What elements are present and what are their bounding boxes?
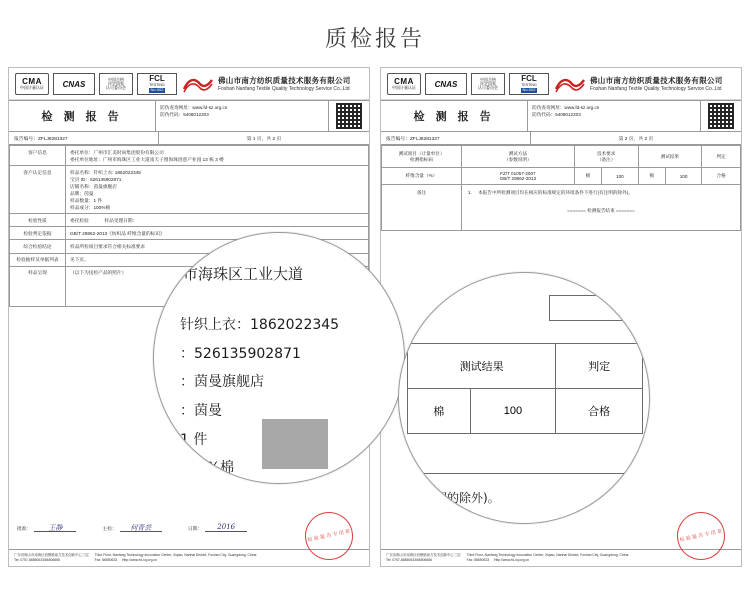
signature-label: 主检： — [102, 527, 117, 532]
field-key: 样品受理日期： — [104, 217, 138, 223]
col-header-verdict: 判定 — [702, 146, 741, 168]
antifake-url-label: 防伪查询网址： — [532, 105, 565, 110]
magnified-results-table — [407, 343, 643, 434]
row-content — [66, 214, 369, 227]
fcl-logo-icon: FCL TESTING No.002 — [509, 73, 549, 95]
field-key: 店铺名称 — [70, 183, 89, 189]
row-label: 检验抽样及单据列表 — [10, 253, 66, 266]
row-label: 检验判定依据 — [10, 227, 66, 240]
nanfang-wave-icon — [555, 74, 585, 94]
field-key: 委托单位地址 — [70, 156, 99, 162]
field-value: ：茵曼 — [79, 190, 94, 196]
magnified-address-line: 州市海珠区工业大道 — [168, 265, 304, 283]
antifake-url: www.fd-sz.org.cn — [192, 105, 228, 110]
cma-logo-icon: CMA 中国计量认证 — [15, 73, 49, 95]
field-key: 委托检验 — [70, 217, 89, 223]
antifake-url: www.fd-sz.org.cn — [564, 105, 600, 110]
table-row — [10, 214, 369, 227]
footer-web: Http://www.fd-xq.org.cn — [121, 557, 157, 562]
report-no-label: 报告编号： — [14, 136, 38, 142]
footer-fax: Fax: 86850633 — [466, 557, 490, 562]
table-row — [10, 166, 369, 214]
field-key: 委托单位 — [70, 149, 89, 155]
magnifier-customer-info — [153, 232, 405, 484]
report-no-right — [381, 132, 531, 144]
cell-item: 纤维含量（%） — [382, 168, 462, 185]
field-key: 样品名称 — [70, 169, 89, 175]
fcl-logo-icon: FCL TESTING No.002 — [137, 73, 177, 95]
report-no-row-left — [9, 132, 369, 145]
footer-tel: Tel: 0757-86850633/86806656 — [386, 557, 433, 562]
report-header-right — [381, 68, 741, 100]
signature-value: 2016 — [205, 523, 247, 532]
cell-req-value: 100 — [602, 168, 638, 185]
accreditation-marks — [15, 73, 177, 95]
magnified-line-shop: ：茵曼旗舰店 — [180, 374, 264, 391]
field-key: 品牌 — [70, 190, 80, 196]
magnified-line-composition: 100%棉 — [180, 460, 235, 477]
signature-approve — [17, 523, 76, 532]
field-key: 样品数量 — [70, 197, 89, 203]
report-end-mark: ======= 检测报告结束 ======= — [567, 208, 635, 213]
table-header-row — [382, 146, 741, 168]
cell-res-value: 100 — [665, 168, 701, 185]
magnified-top-cell — [549, 295, 649, 321]
col-header-result: 测试结果 — [638, 146, 702, 168]
stamp-text: 检 验 报 告 专 用 章 — [307, 528, 351, 544]
report-no-value: ZFLJ8281327 — [410, 136, 440, 142]
footer-address — [14, 553, 89, 563]
field-key: 宝贝 ID — [70, 176, 86, 182]
row-label: 检验性质 — [10, 214, 66, 227]
report-title-row-left — [9, 100, 369, 132]
report-header-left — [9, 68, 369, 100]
footer-tel: Tel: 0757-86850633/86806656 — [14, 557, 61, 562]
field-value: ：广州市汇美时尚集团股份有限公司 — [88, 149, 164, 155]
signature-label: 批准： — [17, 527, 32, 532]
row-content: GB/T 29862-2013《纺织品 纤维含量的标识》 — [66, 227, 369, 240]
remark-body: 本报告中所检测项目均在相应的标准规定的环境条件下进行(有注明的除外)。 — [478, 190, 633, 195]
antifake-url-label: 防伪查询网址： — [160, 105, 193, 110]
table-header-row — [408, 344, 643, 389]
antifake-meta-left — [156, 101, 329, 131]
company-name-block-right — [590, 75, 735, 94]
footer-address-en: Third Floor, Nanfang Technology Innovation Center, Xiqiao, Nanhai District, Foshan City, Guangdong, China — [94, 552, 257, 557]
footer-address-cn: 广东省佛山市南海区西樵镇南方技术创新中心三层 — [14, 552, 89, 557]
footer-address-en-block — [95, 553, 257, 563]
row-label: 样品呈现 — [10, 266, 66, 306]
footer-fax: Fax: 86850633 — [94, 557, 118, 562]
page-title: 质检报告 — [324, 27, 425, 52]
field-value: ：茵曼旗舰店 — [88, 183, 117, 189]
magnified-cell-value: 100 — [470, 389, 556, 434]
row-content: 样品所检项目要求符合相关标准要求 — [66, 240, 369, 253]
magnified-fields — [180, 311, 339, 483]
table-row-remark — [382, 185, 741, 231]
accreditation-marks-right — [387, 73, 549, 95]
footer-address — [386, 553, 461, 563]
magnified-remark-text: 有注明的除外)。 — [411, 491, 500, 505]
antifake-code-label: 防伪代码： — [160, 112, 184, 118]
qr-code-left — [329, 101, 369, 131]
cell-req-label: 棉 — [574, 168, 601, 185]
nanfang-wave-icon — [183, 74, 213, 94]
cnas-logo-icon: CNAS — [53, 73, 95, 95]
magnified-cell-verdict: 合格 — [556, 389, 643, 434]
cell-verdict: 合格 — [702, 168, 741, 185]
field-value: ：广州市海珠区工业大道南天子围海珠创意产业园 13 栋 3 楼 — [98, 156, 224, 162]
report-no-label: 报告编号： — [386, 136, 410, 142]
report-title-left: 检 测 报 告 — [9, 101, 156, 131]
col-header-item: 测试项目（计量单位） 检测指标码 — [382, 146, 462, 168]
field-value: ：1 件 — [88, 197, 103, 203]
antifake-meta-right — [528, 101, 701, 131]
antifake-code-label: 防伪代码： — [532, 112, 556, 118]
col-header-method: 测试方法 （参数说明） — [461, 146, 574, 168]
report-no-value: ZFLJ8281327 — [38, 136, 68, 142]
field-key: 样品成分 — [70, 204, 89, 210]
report-title-right: 检 测 报 告 — [381, 101, 528, 131]
cell-method: FZ/T 01057-2007 GB/T 29862-2013 — [461, 168, 574, 185]
cell-remark-text — [461, 185, 740, 231]
company-name-en: Foshan Nanfang Textile Quality Technology Service Co.,Ltd — [590, 85, 722, 92]
magnified-line-item-id: ：526135902871 — [180, 345, 301, 362]
company-name-cn: 佛山市南方纺织质量技术服务有限公司 — [590, 75, 723, 85]
signature-value: 王静 — [34, 523, 76, 532]
col-header-requirement: 技术要求 （备注） — [574, 146, 638, 168]
report-no-left — [9, 132, 159, 144]
row-label: 客户信息 — [10, 146, 66, 166]
antifake-code: 5406012203 — [555, 112, 581, 118]
row-content: （以下为送检产品的照片） — [66, 266, 369, 306]
cell-res-label: 棉 — [638, 168, 665, 185]
signature-inspector — [102, 523, 161, 532]
footer-address-cn: 广东省佛山市南海区西樵镇南方技术创新中心三层 — [386, 552, 461, 557]
company-name-en: Foshan Nanfang Textile Quality Technology Service Co.,Ltd — [218, 85, 350, 92]
table-row — [382, 168, 741, 185]
cnas-logo-icon: CNAS — [425, 73, 467, 95]
test-results-table — [381, 145, 741, 231]
report-no-row-right — [381, 132, 741, 145]
signature-date — [188, 523, 247, 532]
cnas-cn-logo-icon: 中国合格 评定国家 认可委员会 — [471, 73, 505, 95]
row-content — [66, 146, 369, 166]
magnified-line-sample-name: 针织上衣：1862022345 — [180, 317, 340, 333]
row-label: 综合检验结论 — [10, 240, 66, 253]
row-label: 客户认定信息 — [10, 166, 66, 214]
footer-web: Http://www.fd-xq.org.cn — [493, 557, 529, 562]
remark-number: 1. — [467, 190, 472, 195]
signature-label: 日期： — [187, 527, 203, 532]
magnified-header-result: 测试结果 — [408, 344, 556, 389]
antifake-code: 5406012203 — [183, 112, 209, 118]
magnifier-test-results — [398, 272, 650, 524]
stamp-text: 检 验 报 告 专 用 章 — [679, 528, 723, 544]
page-indicator-left: 第 1 页，共 2 页 — [246, 136, 282, 142]
cma-logo-icon: CMA 中国计量认证 — [387, 73, 421, 95]
report-title-row-right — [381, 100, 741, 132]
qr-code-right — [701, 101, 741, 131]
table-row — [408, 389, 643, 434]
row-content — [66, 166, 369, 214]
field-value: ：针织上衣: 1862022345 — [88, 169, 141, 175]
magnified-divider — [399, 473, 649, 474]
signature-value: 何青芸 — [120, 523, 162, 532]
cell-remark-label: 备注 — [382, 185, 462, 231]
field-value: ：526135902871 — [85, 176, 122, 182]
magnified-line-brand: ：茵曼 — [180, 403, 222, 420]
magnified-cell-label: 棉 — [408, 389, 471, 434]
page-indicator-right: 第 2 页，共 2 页 — [618, 136, 654, 142]
magnified-header-verdict: 判定 — [556, 344, 643, 389]
footer-address-en: Third Floor, Nanfang Technology Innovation Center, Xiqiao, Nanhai District, Foshan City, Guangdong, China — [466, 552, 629, 557]
table-row — [10, 146, 369, 166]
magnified-line-quantity: 1 件 — [180, 431, 208, 448]
cnas-cn-logo-icon: 中国合格 评定国家 认可委员会 — [99, 73, 133, 95]
field-value: ：100%棉 — [88, 204, 111, 210]
company-name-cn: 佛山市南方纺织质量技术服务有限公司 — [218, 75, 351, 85]
row-content: 见下页。 — [66, 253, 369, 266]
company-name-block — [218, 75, 363, 94]
footer-address-en-block — [467, 553, 629, 563]
